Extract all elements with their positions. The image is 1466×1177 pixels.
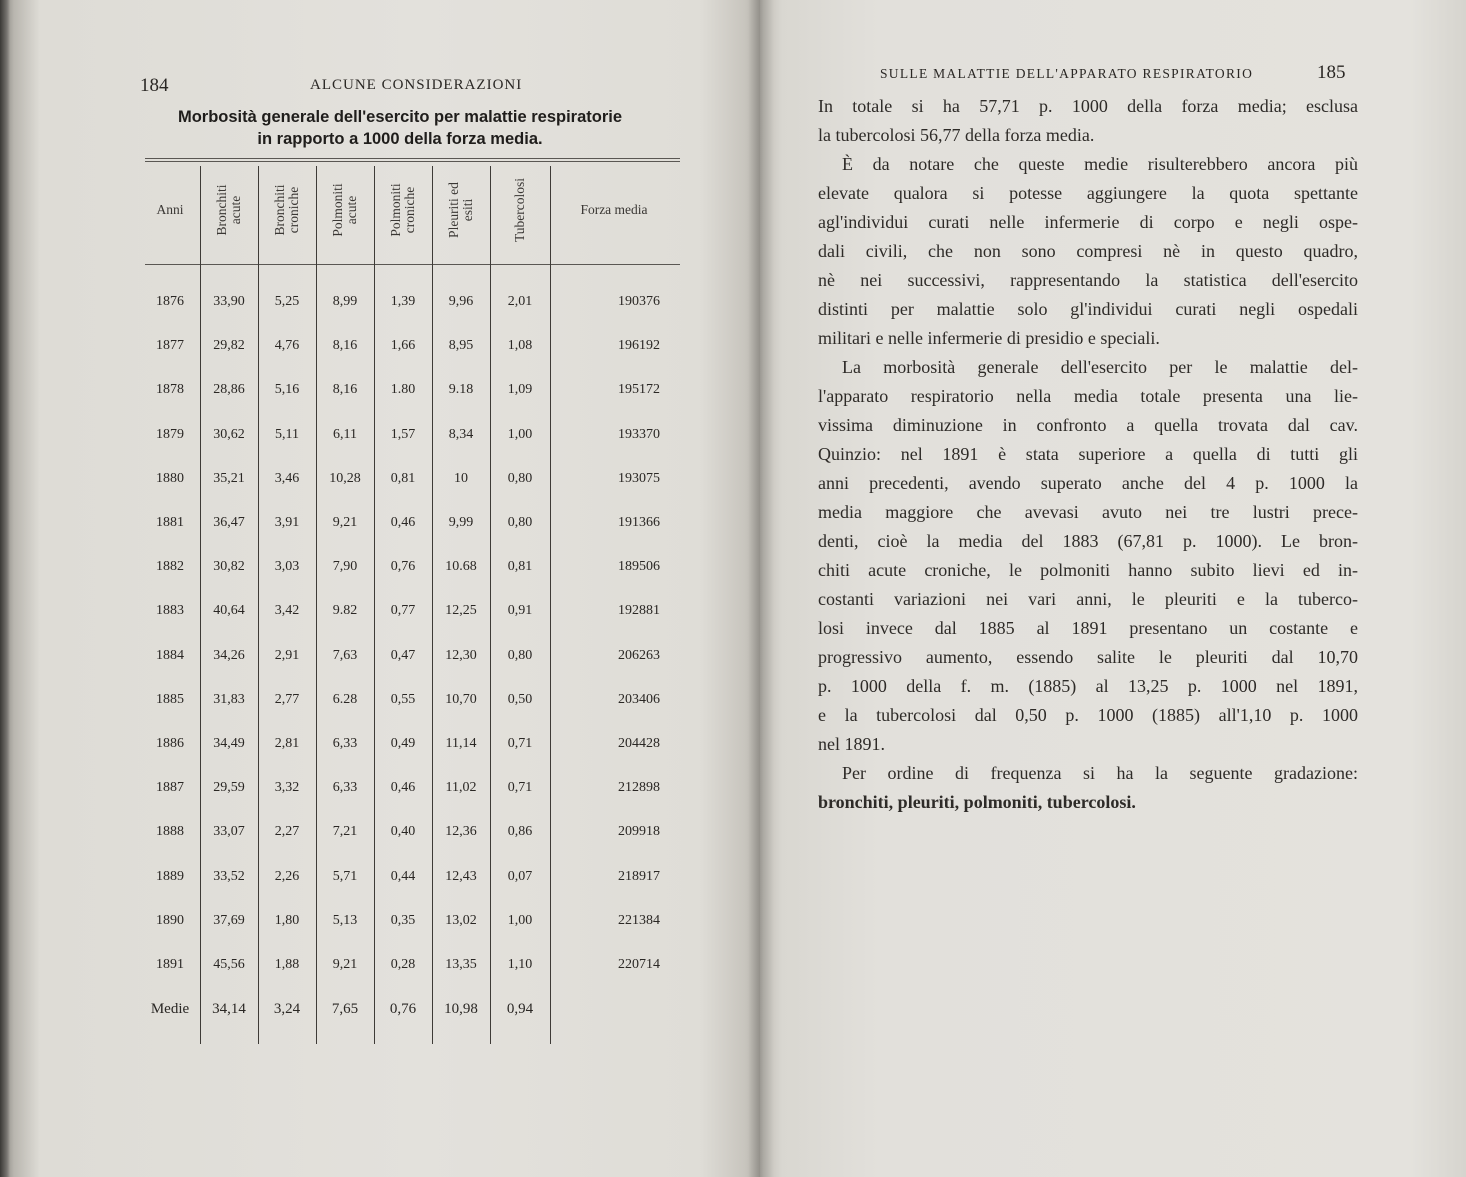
table-cell [550,989,660,1029]
table-cell: 34,49 [213,736,245,751]
text-line: In totale si ha 57,71 p. 1000 della forza media; esclusa [818,96,1358,116]
text-line: È da notare che queste medie risulterebbero ancora più [842,154,1358,174]
table-cell: 1888 [156,824,184,840]
table-cell: Medie [150,1001,190,1018]
table-cell: 1883 [156,603,184,619]
table-cell: 5,11 [275,426,299,442]
table-cell: 13,02 [445,912,477,928]
table-cell: 8,99 [332,294,358,309]
text-line: Quinzio: nel 1891 è stata superiore a quella di tutti gli [818,444,1358,464]
table-cell: 1887 [156,780,184,796]
table-cell: 36,47 [213,515,245,530]
table-cell: 11,02 [445,780,477,796]
table-cell: 1878 [156,382,184,398]
table-title-line-2: in rapporto a 1000 della forza media. [257,130,543,148]
table-cell: 1890 [156,912,184,928]
table-cell: 220714 [618,957,660,972]
right-running-title: SULLE MALATTIE DELL'APPARATO RESPIRATORIO [880,66,1254,81]
right-page-number: 185 [1317,62,1346,83]
table-cell: 8,16 [332,338,358,354]
table-cell: 0,80 [507,647,533,663]
table-cell: 0,55 [390,691,416,707]
table-cell: 191366 [618,515,660,530]
table-cell: 1,80 [274,912,300,928]
table-cell: 0,80 [507,515,533,530]
text-line: chiti acute croniche, le polmoniti hanno subito lievi ed in- [818,560,1358,580]
book-gutter [748,0,774,1177]
header-bronchiti-acute: Bronchiti acute [214,184,243,236]
table-cell: 1891 [156,957,184,972]
table-row [140,636,680,676]
table-cell: 0,94 [506,1001,534,1018]
table-row [140,415,680,455]
header-tubercolosi: Tubercolosi [512,177,527,243]
table-cell: 1886 [156,736,184,751]
table-cell: 3,24 [273,1001,301,1018]
table-row [140,591,680,631]
table-cell: 1884 [156,647,184,663]
table-cell: 6.28 [332,691,358,707]
table-cell: 0,76 [390,559,416,575]
table-cell: 30,82 [213,559,245,575]
table-cell: 12,25 [445,603,477,619]
table-cell: 30,62 [213,426,245,442]
morbidity-table [140,160,680,1050]
text-line: progressivo aumento, essendo salite le pleuriti dal 10,70 [818,647,1358,667]
text-line: e la tubercolosi dal 0,50 p. 1000 (1885) all'1,10 p. 1000 [818,705,1358,725]
table-row [140,768,680,808]
table-cell: 2,27 [274,824,300,840]
table-cell: 0,47 [390,647,416,663]
table-cell: 0,76 [389,1001,417,1018]
header-polmoniti-acute: Polmoniti acute [330,183,359,237]
right-running-head [880,62,1360,86]
table-cell: 1,66 [390,338,416,354]
text-line: agl'individui curati nelle infermerie di corpo e negli ospe- [818,212,1358,232]
table-cell: 40,64 [213,603,245,619]
text-line: La morbosità generale dell'esercito per le malattie del- [842,357,1358,377]
table-cell: 5,71 [332,868,358,884]
text-line: media maggiore che avevasi avuto nei tre lustri prece- [818,502,1358,522]
table-cell: 1885 [156,691,184,707]
table-cell: 193075 [618,470,660,486]
table-cell: 1876 [156,294,184,309]
table-cell: 190376 [618,294,660,309]
table-cell: 0,81 [507,559,533,575]
table-cell: 1880 [156,470,184,486]
table-cell: 10 [454,470,468,486]
body-text [818,92,1358,817]
table-cell: 33,52 [213,868,245,884]
table-cell: 28,86 [213,382,245,398]
table-cell: 1,88 [274,957,300,972]
table-row [140,945,680,985]
left-running-head [140,75,660,97]
header-forza-media: Forza media [580,202,648,217]
table-cell: 10,28 [329,470,361,486]
table-cell: 3,42 [274,603,300,619]
left-page-number: 184 [140,75,169,96]
table-cell: 29,59 [213,780,245,796]
page-edge-shadow [0,0,10,1177]
table-cell: 1.80 [390,382,416,398]
table-cell: 9,21 [332,515,358,530]
table-cell: 7,65 [331,1001,359,1018]
table-cell: 1,57 [390,426,416,442]
table-cell: 1,09 [507,382,533,398]
table-cell: 7,90 [332,559,358,575]
text-line: anni precedenti, avendo superato anche del 4 p. 1000 la [818,473,1358,493]
table-cell: 1,10 [507,957,533,972]
table-cell: 0,71 [507,736,533,751]
table-cell: 1882 [156,559,184,575]
table-cell: 34,14 [212,1001,246,1018]
text-line: la tubercolosi 56,77 della forza media. [818,125,1095,145]
table-cell: 203406 [618,691,660,707]
table-row [140,282,680,322]
header-polmoniti-croniche: Polmoniti croniche [388,183,417,237]
table-cell: 45,56 [213,957,245,972]
table-cell: 33,90 [213,294,245,309]
table-cell: 204428 [618,736,660,751]
table-cell: 12,43 [445,868,477,884]
table-cell: 0,46 [390,780,416,796]
table-row [140,857,680,897]
table-cell: 192881 [618,603,660,619]
table-cell: 2,91 [274,647,300,663]
table-cell: 193370 [618,426,660,442]
table-cell: 0,80 [507,470,533,486]
text-line: nel 1891. [818,734,885,754]
table-cell: 1,00 [507,912,533,928]
text-line: l'apparato respiratorio nella media totale presenta una lie- [818,386,1358,406]
table-cell: 189506 [618,559,660,575]
table-cell: 1877 [156,338,184,354]
table-row [140,680,680,720]
table-cell: 0,86 [507,824,533,840]
table-cell: 7,21 [332,824,358,840]
table-cell: 0,50 [507,691,533,707]
table-cell: 206263 [618,647,660,663]
table-cell: 9.18 [448,382,474,398]
table-cell: 8,95 [448,338,474,354]
table-top-rule [145,158,680,159]
table-cell: 0,77 [390,603,416,619]
table-cell: 196192 [618,338,660,354]
text-line: bronchiti, pleuriti, polmoniti, tubercolosi. [818,792,1136,812]
table-cell: 0,40 [390,824,416,840]
table-cell: 31,83 [213,691,245,707]
table-cell: 12,30 [445,647,477,663]
header-bronchiti-croniche: Bronchiti croniche [272,184,301,236]
table-row [140,724,680,764]
table-cell: 221384 [618,912,660,928]
table-cell: 1,00 [507,426,533,442]
table-cell: 5,25 [274,294,300,309]
header-pleuriti-esiti: Pleuriti ed esiti [446,182,475,238]
table-cell: 0,46 [390,515,416,530]
table-cell: 6,11 [333,426,357,442]
table-cell: 3,32 [274,780,300,796]
table-cell: 4,76 [274,338,300,354]
table-cell: 9,99 [448,515,474,530]
table-cell: 6,33 [332,780,358,796]
table-cell: 1889 [156,868,184,884]
table-cell: 13,35 [445,957,477,972]
table-row [140,370,680,410]
table-cell: 0,49 [390,736,416,751]
table-cell: 9,96 [448,294,474,309]
table-title [150,106,650,150]
table-cell: 1881 [156,515,184,530]
text-line: dali civili, che non sono compresi nè in questo quadro, [818,241,1358,261]
table-cell: 5,16 [274,382,300,398]
text-line: costanti variazioni nei vari anni, le pleuriti e la tuberco- [818,589,1358,609]
table-cell: 2,77 [274,691,300,707]
table-cell: 0,35 [390,912,416,928]
table-cell: 218917 [618,868,660,884]
table-row [140,901,680,941]
table-row [140,503,680,543]
text-line: Per ordine di frequenza si ha la seguente gradazione: [842,763,1358,783]
header-anni: Anni [156,202,184,217]
table-cell: 1,08 [507,338,533,354]
table-cell: 7,63 [332,647,358,663]
table-row [140,812,680,852]
text-line: vissima diminuzione in confronto a quella trovata dal cav. [818,415,1358,435]
table-title-line-1: Morbosità generale dell'esercito per malattie respiratorie [177,108,623,126]
table-cell: 3,46 [274,470,300,486]
table-cell: 35,21 [213,470,245,486]
table-cell: 9.82 [332,603,358,619]
table-cell: 1879 [156,426,184,442]
text-line: nè nei successivi, rappresentando la statistica dell'esercito [818,270,1358,290]
table-cell: 0,91 [507,603,533,619]
table-average-row [140,989,680,1029]
table-cell: 0,81 [390,470,416,486]
table-cell: 209918 [618,824,660,840]
text-line: denti, cioè la media del 1883 (67,81 p. 1000). Le bron- [818,531,1358,551]
table-cell: 1,39 [390,294,416,309]
text-line: p. 1000 della f. m. (1885) al 13,25 p. 1000 nel 1891, [818,676,1358,696]
table-cell: 9,21 [332,957,358,972]
left-running-title: ALCUNE CONSIDERAZIONI [310,77,523,93]
text-line: elevate qualora si potesse aggiungere la quota spettante [818,183,1358,203]
table-cell: 0,71 [507,780,533,796]
table-row [140,459,680,499]
table-row [140,547,680,587]
table-cell: 10,70 [445,691,477,707]
table-cell: 5,13 [332,912,358,928]
table-cell: 195172 [618,382,660,398]
table-cell: 8,16 [332,382,358,398]
table-cell: 2,26 [274,868,300,884]
table-cell: 0,28 [390,957,416,972]
table-cell: 10.68 [445,559,477,575]
table-cell: 6,33 [332,736,358,751]
table-cell: 34,26 [213,647,245,663]
table-row [140,326,680,366]
table-cell: 0,07 [507,868,533,884]
table-cell: 3,03 [274,559,300,575]
table-cell: 12,36 [445,824,477,840]
table-cell: 10,98 [444,1001,478,1018]
table-cell: 212898 [618,780,660,796]
table-cell: 33,07 [213,824,245,840]
table-cell: 2,81 [274,736,300,751]
table-header-rule [145,264,680,265]
text-line: losi invece dal 1885 al 1891 presentano un costante e [818,618,1358,638]
text-line: militari e nelle infermerie di presidio e speciali. [818,328,1160,348]
text-line: distinti per malattie solo gl'individui curati negli ospedali [818,299,1358,319]
table-cell: 3,91 [274,515,300,530]
table-cell: 11,14 [445,736,477,751]
table-cell: 2,01 [507,294,533,309]
table-cell: 29,82 [213,338,245,354]
table-cell: 37,69 [213,912,245,928]
table-cell: 8,34 [448,426,474,442]
table-cell: 0,44 [390,868,416,884]
